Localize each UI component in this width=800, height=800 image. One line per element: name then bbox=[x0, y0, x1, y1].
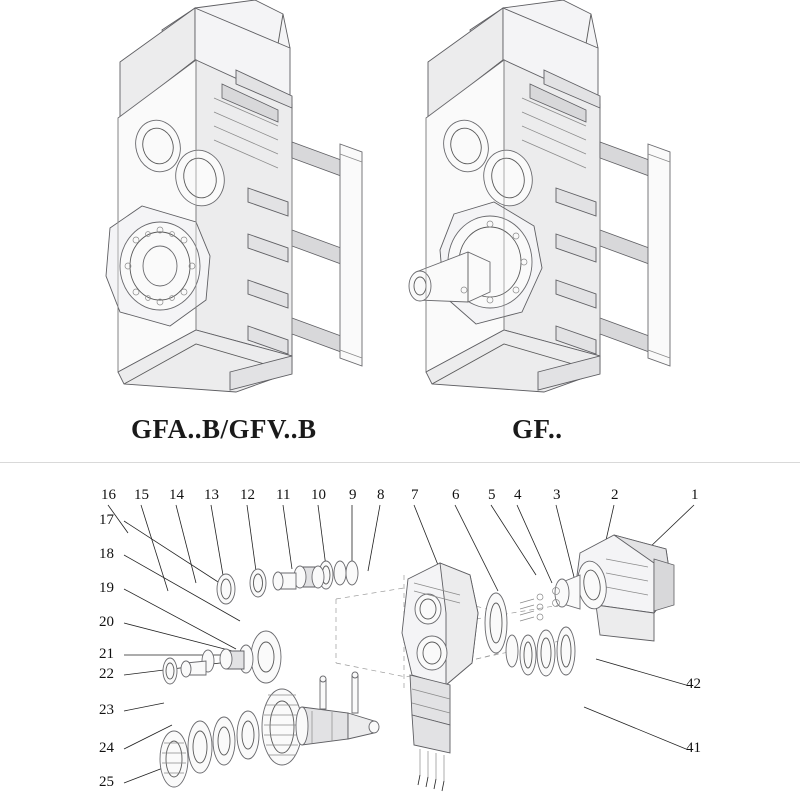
view-left-gearbox bbox=[106, 0, 362, 392]
caption-view-right: GF.. bbox=[512, 414, 563, 444]
callout-24: 24 bbox=[99, 740, 114, 756]
part-main-housing bbox=[402, 563, 478, 791]
part-gear-large bbox=[160, 672, 379, 787]
callout-23: 23 bbox=[99, 702, 114, 718]
callout-4: 4 bbox=[514, 487, 522, 503]
part-shaft-upper bbox=[217, 561, 358, 604]
part-gear-middle bbox=[163, 631, 281, 684]
callout-20: 20 bbox=[99, 614, 114, 630]
callout-10: 10 bbox=[311, 487, 326, 503]
callout-2: 2 bbox=[611, 487, 619, 503]
callout-6: 6 bbox=[452, 487, 460, 503]
callout-22: 22 bbox=[99, 666, 114, 682]
callout-41: 41 bbox=[686, 740, 701, 756]
callout-42: 42 bbox=[686, 676, 701, 692]
callout-15: 15 bbox=[134, 487, 149, 503]
exploded-view-drawing bbox=[0, 463, 800, 800]
part-motor-assembly bbox=[555, 535, 674, 641]
callout-18: 18 bbox=[99, 546, 114, 562]
callout-11: 11 bbox=[276, 487, 291, 503]
callout-9: 9 bbox=[349, 487, 357, 503]
callout-7: 7 bbox=[411, 487, 419, 503]
callout-3: 3 bbox=[553, 487, 561, 503]
callout-8: 8 bbox=[377, 487, 385, 503]
callout-1: 1 bbox=[691, 487, 699, 503]
callout-13: 13 bbox=[204, 487, 219, 503]
callout-5: 5 bbox=[488, 487, 496, 503]
callout-16: 16 bbox=[101, 487, 116, 503]
callout-17: 17 bbox=[99, 512, 114, 528]
callout-19: 19 bbox=[99, 580, 114, 596]
callout-25: 25 bbox=[99, 774, 114, 790]
view-right-gearbox bbox=[409, 0, 670, 392]
exploded-view bbox=[0, 463, 800, 800]
callout-12: 12 bbox=[240, 487, 255, 503]
caption-view-left: GFA..B/GFV..B bbox=[131, 414, 317, 444]
callout-21: 21 bbox=[99, 646, 114, 662]
callout-14: 14 bbox=[169, 487, 184, 503]
